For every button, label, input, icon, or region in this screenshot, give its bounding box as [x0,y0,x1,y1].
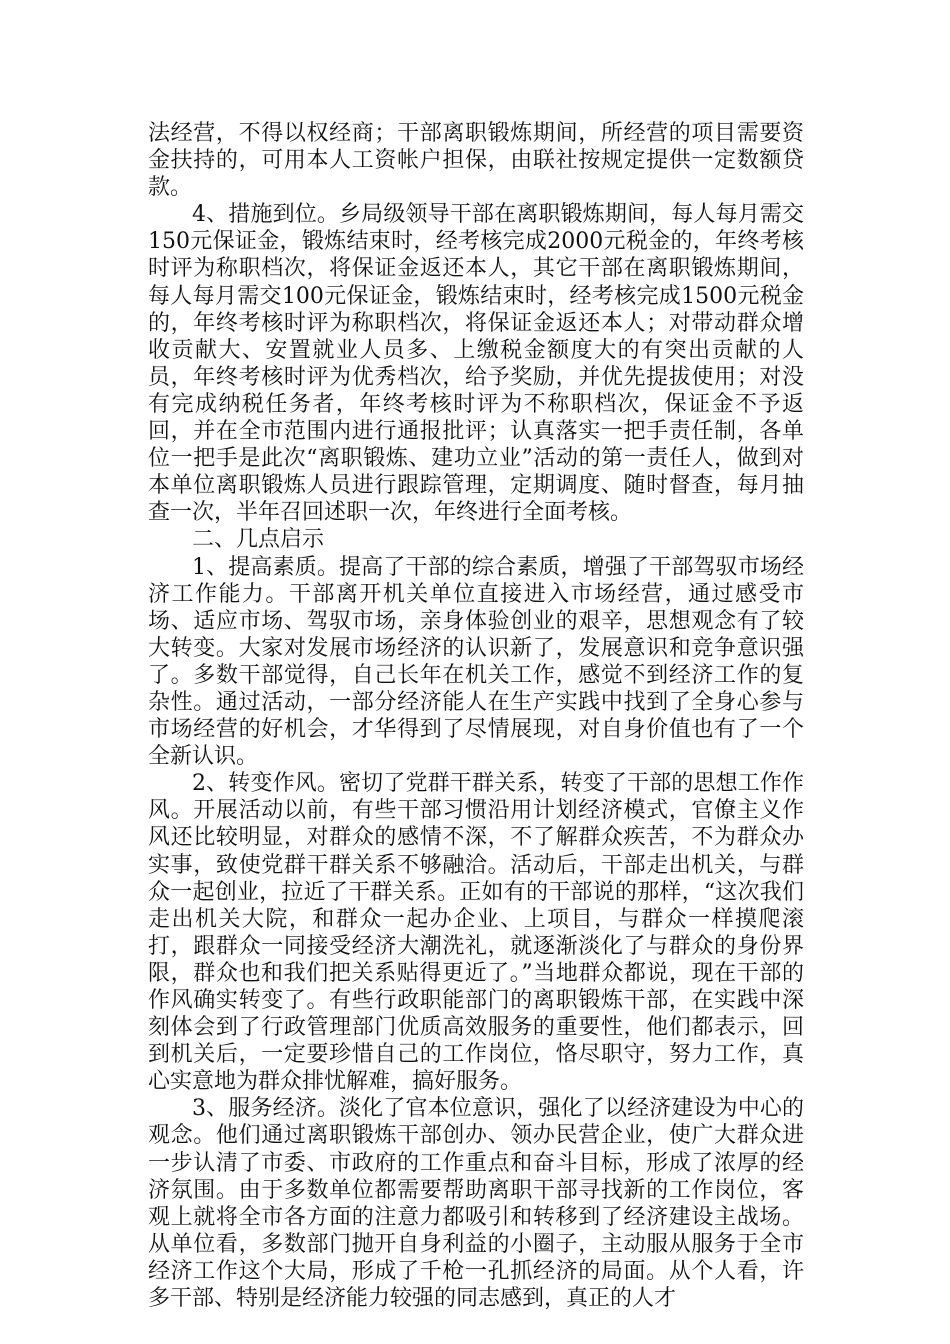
paragraph-measures: 4、措施到位。乡局级领导干部在离职锻炼期间，每人每月需交150元保证金，锻炼结束时，经考核完成2000元税金的，年终考核时评为称职档次，将保证金返还本人，其它干部在离职锻炼期间，每人每月需交100元保证金，锻炼结束时，经考核完成1500元税金的，年终考核时评为称职档次，将保证金返还本人；对带动群众增收贡献大、安置就业人员多、上缴税金额度大的有突出贡献的人员，年终考核时评为优秀档次，给予奖励，并优先提拔使用；对没有完成纳税任务者，年终考核时评为不称职档次，保证金不予返回，并在全市范围内进行通报批评；认真落实一把手责任制，各单位一把手是此次“离职锻炼、建功立业”活动的第一责任人，做到对本单位离职锻炼人员进行跟踪管理，定期调度、随时督查，每月抽查一次，半年召回述职一次，年终进行全面考核。 [148,202,804,526]
section-heading-insights: 二、几点启示 [192,527,325,553]
paragraph-work-style: 2、转变作风。密切了党群干群关系，转变了干部的思想工作作风。开展活动以前，有些干部习惯沿用计划经济模式，官僚主义作风还比较明显，对群众的感情不深，不了解群众疾苦，不为群众办实事，致使党群干群关系不够融洽。活动后，干部走出机关，与群众一起创业，拉近了干群关系。正如有的干部说的那样，“这次我们走出机关大院，和群众一起办企业、上项目，与群众一样摸爬滚打，跟群众一同接受经济大潮洗礼，就逐渐淡化了与群众的身份界限，群众也和我们把关系贴得更近了。”当地群众都说，现在干部的作风确实转变了。有些行政职能部门的离职锻炼干部，在实践中深刻体会到了行政管理部门优质高效服务的重要性，他们都表示，回到机关后，一定要珍惜自己的工作岗位，恪尽职守，努力工作，真心实意地为群众排忧解难，搞好服务。 [148,771,804,1095]
paragraph-serve-economy: 3、服务经济。淡化了官本位意识，强化了以经济建设为中心的观念。他们通过离职锻炼干部创办、领办民营企业，使广大群众进一步认清了市委、市政府的工作重点和奋斗目标，形成了浓厚的经济氛围。由于多数单位都需要帮助离职干部寻找新的工作岗位，客观上就将全市各方面的注意力都吸引和转移到了经济建设主战场。从单位看，多数部门抛开自身利益的小圈子，主动服从服务于全市经济工作这个大局，形成了千枪一孔抓经济的局面。从个人看，许多干部、特别是经济能力较强的同志感到，真正的人才 [148,1096,804,1312]
paragraph-continuation: 法经营，不得以权经商；干部离职锻炼期间，所经营的项目需要资金扶持的，可用本人工资帐户担保，由联社按规定提供一定数额贷款。 [148,121,804,201]
paragraph-quality: 1、提高素质。提高了干部的综合素质，增强了干部驾驭市场经济工作能力。干部离开机关单位直接进入市场经营，通过感受市场、适应市场、驾驭市场，亲身体验创业的艰辛，思想观念有了较大转变。大家对发展市场经济的认识新了，发展意识和竞争意识强了。多数干部觉得，自己长年在机关工作，感觉不到经济工作的复杂性。通过活动，一部分经济能人在生产实践中找到了全身心参与市场经营的好机会，才华得到了尽情展现，对自身价值也有了一个全新认识。 [148,554,804,770]
document-body [148,120,804,1312]
